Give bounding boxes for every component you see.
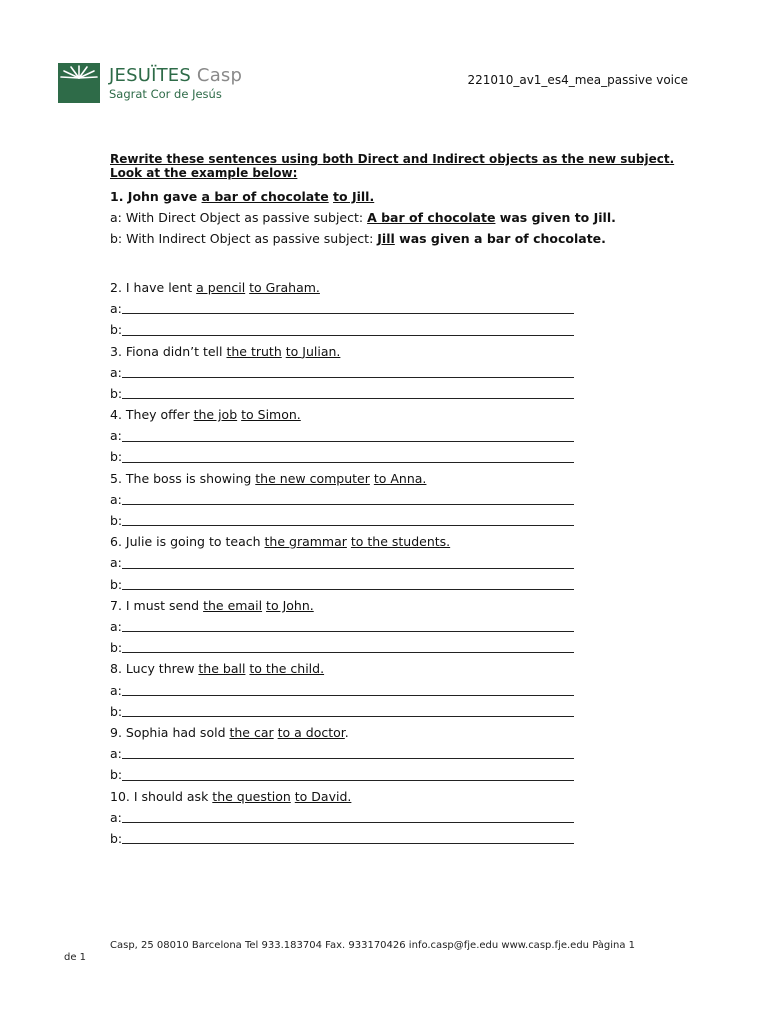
answer-b-line[interactable] <box>122 398 574 399</box>
logo-brand-suffix: Casp <box>196 65 243 86</box>
answer-a-row[interactable] <box>110 489 590 510</box>
exercise-prefix: 4. They offer <box>110 407 194 423</box>
answer-a-label: a: <box>110 364 122 380</box>
exercise-direct-object: the ball <box>198 661 246 677</box>
example-a-subject: A bar of chocolate <box>367 210 496 225</box>
exercise-item <box>110 341 590 405</box>
exercise-sentence <box>110 341 590 362</box>
exercise-sentence <box>110 468 590 489</box>
exercise-indirect-object: to David. <box>294 788 352 804</box>
answer-b-label: b: <box>110 767 123 783</box>
answer-a-label: a: <box>110 809 122 825</box>
exercise-indirect-object: to a doctor <box>277 724 345 740</box>
answer-b-line[interactable] <box>122 716 574 717</box>
answer-a-row[interactable] <box>110 807 590 828</box>
exercise-prefix: 10. I should ask <box>110 788 213 804</box>
answer-b-label: b: <box>110 385 123 401</box>
answer-b-line[interactable] <box>122 525 574 526</box>
exercise-item <box>110 722 590 786</box>
exercise-prefix: 7. I must send <box>110 597 204 613</box>
answer-b-row[interactable] <box>110 701 590 722</box>
answer-b-label: b: <box>110 576 123 592</box>
example-a-prefix: a: With Direct Object as passive subject: <box>110 210 368 225</box>
exercise-indirect-object: to Simon. <box>241 407 301 423</box>
exercise-item <box>110 786 590 850</box>
example-b-subject: Jill <box>377 231 395 246</box>
exercise-sentence <box>110 531 590 552</box>
answer-a-line[interactable] <box>122 568 574 569</box>
exercise-direct-object: the new computer <box>255 470 370 486</box>
example-indirect-object: to Jill. <box>333 189 375 204</box>
example-b-prefix: b: With Indirect Object as passive subject: <box>110 231 378 246</box>
answer-b-label: b: <box>110 703 123 719</box>
exercise-item <box>110 468 590 532</box>
example-b-rest: was given a bar of chocolate. <box>394 231 606 246</box>
footer-contact: Casp, 25 08010 Barcelona Tel 933.183704 Fax. 933170426 info.casp@fje.edu www.casp.fje.edu Pàgina 1 <box>110 940 636 951</box>
example-answer-b <box>110 228 680 249</box>
example-prefix: 1. John gave <box>110 189 202 204</box>
exercise-item <box>110 277 590 341</box>
answer-b-row[interactable] <box>110 319 590 340</box>
logo-subtitle: Sagrat Cor de Jesús <box>109 87 222 101</box>
answer-b-row[interactable] <box>110 828 590 849</box>
answer-a-row[interactable] <box>110 425 590 446</box>
exercise-indirect-object: to Julian. <box>285 343 341 359</box>
answer-a-label: a: <box>110 555 122 571</box>
answer-a-line[interactable] <box>122 758 574 759</box>
example-sentence <box>110 186 680 207</box>
answer-a-line[interactable] <box>122 313 574 314</box>
exercise-item <box>110 595 590 659</box>
instructions-text: Rewrite these sentences using both Direct and Indirect objects as the new subject. Look at the example below: <box>110 152 675 180</box>
answer-b-row[interactable] <box>110 510 590 531</box>
exercise-indirect-object: to John. <box>266 597 314 613</box>
answer-b-line[interactable] <box>122 335 574 336</box>
answer-b-row[interactable] <box>110 383 590 404</box>
example-a-rest: was given to Jill. <box>495 210 616 225</box>
exercise-prefix: 3. Fiona didn’t tell <box>110 343 227 359</box>
answer-b-line[interactable] <box>122 462 574 463</box>
answer-a-line[interactable] <box>122 504 574 505</box>
instructions-section <box>110 152 680 249</box>
answer-b-row[interactable] <box>110 764 590 785</box>
answer-b-line[interactable] <box>122 843 574 844</box>
jesuites-logo-icon <box>58 63 100 103</box>
answer-a-row[interactable] <box>110 616 590 637</box>
answer-b-label: b: <box>110 640 123 656</box>
logo-brand-name: JESUÏTES <box>109 65 191 86</box>
answer-a-line[interactable] <box>122 822 574 823</box>
exercise-sentence <box>110 658 590 679</box>
exercise-direct-object: the question <box>212 788 291 804</box>
exercise-list <box>110 277 590 849</box>
document-code: 221010_av1_es4_mea_passive voice <box>467 73 688 87</box>
answer-b-line[interactable] <box>122 652 574 653</box>
answer-a-row[interactable] <box>110 743 590 764</box>
answer-a-label: a: <box>110 428 122 444</box>
footer-page-wrap: de 1 <box>64 952 87 963</box>
answer-b-line[interactable] <box>122 780 574 781</box>
exercise-direct-object: the car <box>229 724 274 740</box>
answer-b-label: b: <box>110 449 123 465</box>
answer-a-row[interactable] <box>110 362 590 383</box>
exercise-prefix: 8. Lucy threw <box>110 661 199 677</box>
exercise-item <box>110 531 590 595</box>
answer-b-row[interactable] <box>110 447 590 468</box>
answer-b-line[interactable] <box>122 589 574 590</box>
exercise-prefix: 2. I have lent <box>110 280 197 295</box>
answer-a-row[interactable] <box>110 552 590 573</box>
answer-a-line[interactable] <box>122 631 574 632</box>
logo-text <box>109 66 242 101</box>
exercise-prefix: 9. Sophia had sold <box>110 724 230 740</box>
exercise-direct-object: the email <box>203 597 263 613</box>
exercise-sentence <box>110 722 590 743</box>
answer-a-line[interactable] <box>122 695 574 696</box>
exercise-direct-object: the grammar <box>264 534 347 550</box>
exercise-sentence <box>110 277 590 298</box>
answer-a-row[interactable] <box>110 298 590 319</box>
exercise-prefix: 6. Julie is going to teach <box>110 534 265 550</box>
answer-b-row[interactable] <box>110 574 590 595</box>
example-answer-a <box>110 207 680 228</box>
answer-b-row[interactable] <box>110 637 590 658</box>
answer-a-label: a: <box>110 682 122 698</box>
answer-a-line[interactable] <box>122 441 574 442</box>
answer-a-label: a: <box>110 491 122 507</box>
answer-a-line[interactable] <box>122 377 574 378</box>
logo-brand <box>109 66 242 86</box>
exercise-sentence <box>110 595 590 616</box>
exercise-sentence <box>110 404 590 425</box>
exercise-direct-object: the truth <box>226 343 282 359</box>
exercise-indirect-object: to the students. <box>350 534 451 550</box>
exercise-item <box>110 404 590 468</box>
exercise-suffix: . <box>344 724 349 740</box>
answer-a-label: a: <box>110 618 122 634</box>
answer-b-label: b: <box>110 322 123 338</box>
exercise-direct-object: a pencil <box>196 280 246 295</box>
exercise-indirect-object: to Anna. <box>373 470 427 486</box>
exercise-sentence <box>110 786 590 807</box>
exercise-direct-object: the job <box>193 407 238 423</box>
exercise-prefix: 5. The boss is showing <box>110 470 256 486</box>
answer-a-label: a: <box>110 301 122 317</box>
answer-b-label: b: <box>110 513 123 529</box>
exercise-indirect-object: to Graham. <box>249 280 320 295</box>
example-direct-object: a bar of chocolate <box>201 189 329 204</box>
exercise-indirect-object: to the child. <box>249 661 325 677</box>
answer-a-label: a: <box>110 746 122 762</box>
answer-a-row[interactable] <box>110 680 590 701</box>
exercise-item <box>110 658 590 722</box>
answer-b-label: b: <box>110 830 123 846</box>
